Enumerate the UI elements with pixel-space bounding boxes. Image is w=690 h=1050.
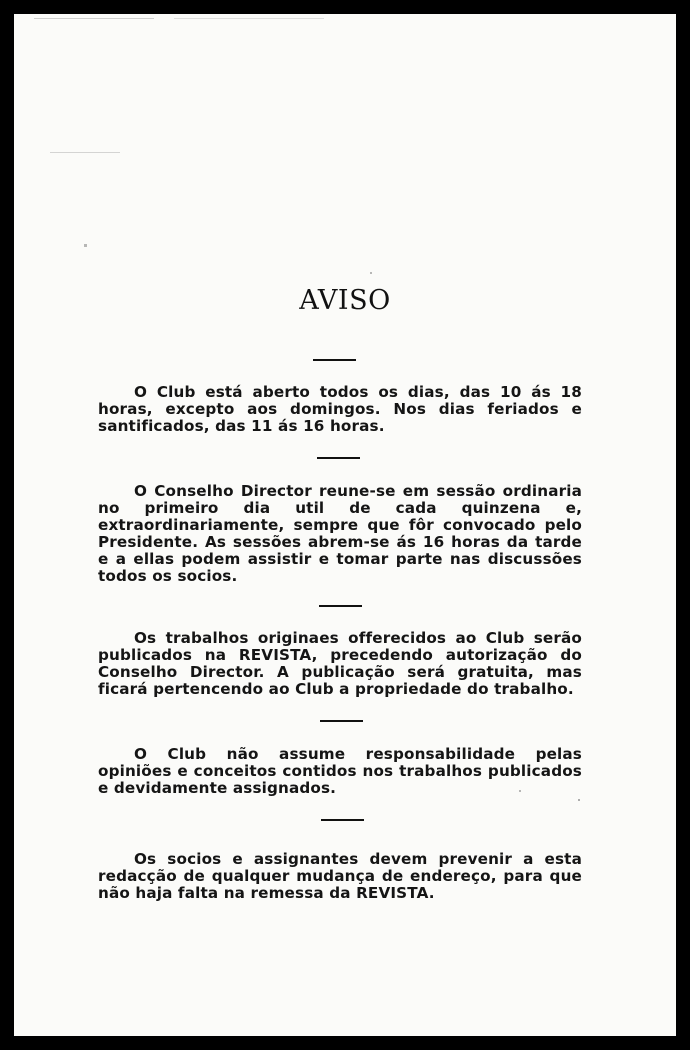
divider-rule: [317, 457, 360, 459]
notice-paragraph-hours: O Club está aberto todos os dias, das 10 ás 18 horas, excepto aos domingos. Nos dias feriados e santificados, das 11 ás 16 horas.: [98, 383, 582, 435]
scan-speck: [370, 272, 372, 274]
divider-rule: [319, 605, 362, 607]
divider-rule: [321, 819, 364, 821]
notice-paragraph-council: O Conselho Director reune-se em sessão ordinaria no primeiro dia util de cada quinzena e, extraordinariamente, sempre que fôr convocado pelo Presidente. As sessões abrem-se ás 16 horas da tarde e a ellas podem assistir e tomar parte nas discussões todos os socios.: [98, 482, 582, 585]
divider-rule: [320, 720, 363, 722]
divider-rule: [313, 359, 356, 361]
scan-speck: [174, 18, 324, 19]
scan-speck: [34, 18, 154, 19]
scan-speck: [578, 799, 580, 801]
notice-paragraph-responsibility: O Club não assume responsabilidade pelas opiniões e conceitos contidos nos trabalhos publicados e devidamente assignados.: [98, 745, 582, 797]
notice-title: AVISO: [299, 285, 391, 316]
notice-paragraph-works: Os trabalhos originaes offerecidos ao Club serão publicados na REVISTA, precedendo autorização do Conselho Director. A publicação será gratuita, mas ficará pertencendo ao Club a propriedade do trabalho.: [98, 629, 582, 698]
scan-speck: [84, 244, 87, 247]
scan-speck: [50, 152, 120, 153]
notice-paragraph-address: Os socios e assignantes devem prevenir a esta redacção de qualquer mudança de endereço, para que não haja falta na remessa da REVISTA.: [98, 850, 582, 902]
